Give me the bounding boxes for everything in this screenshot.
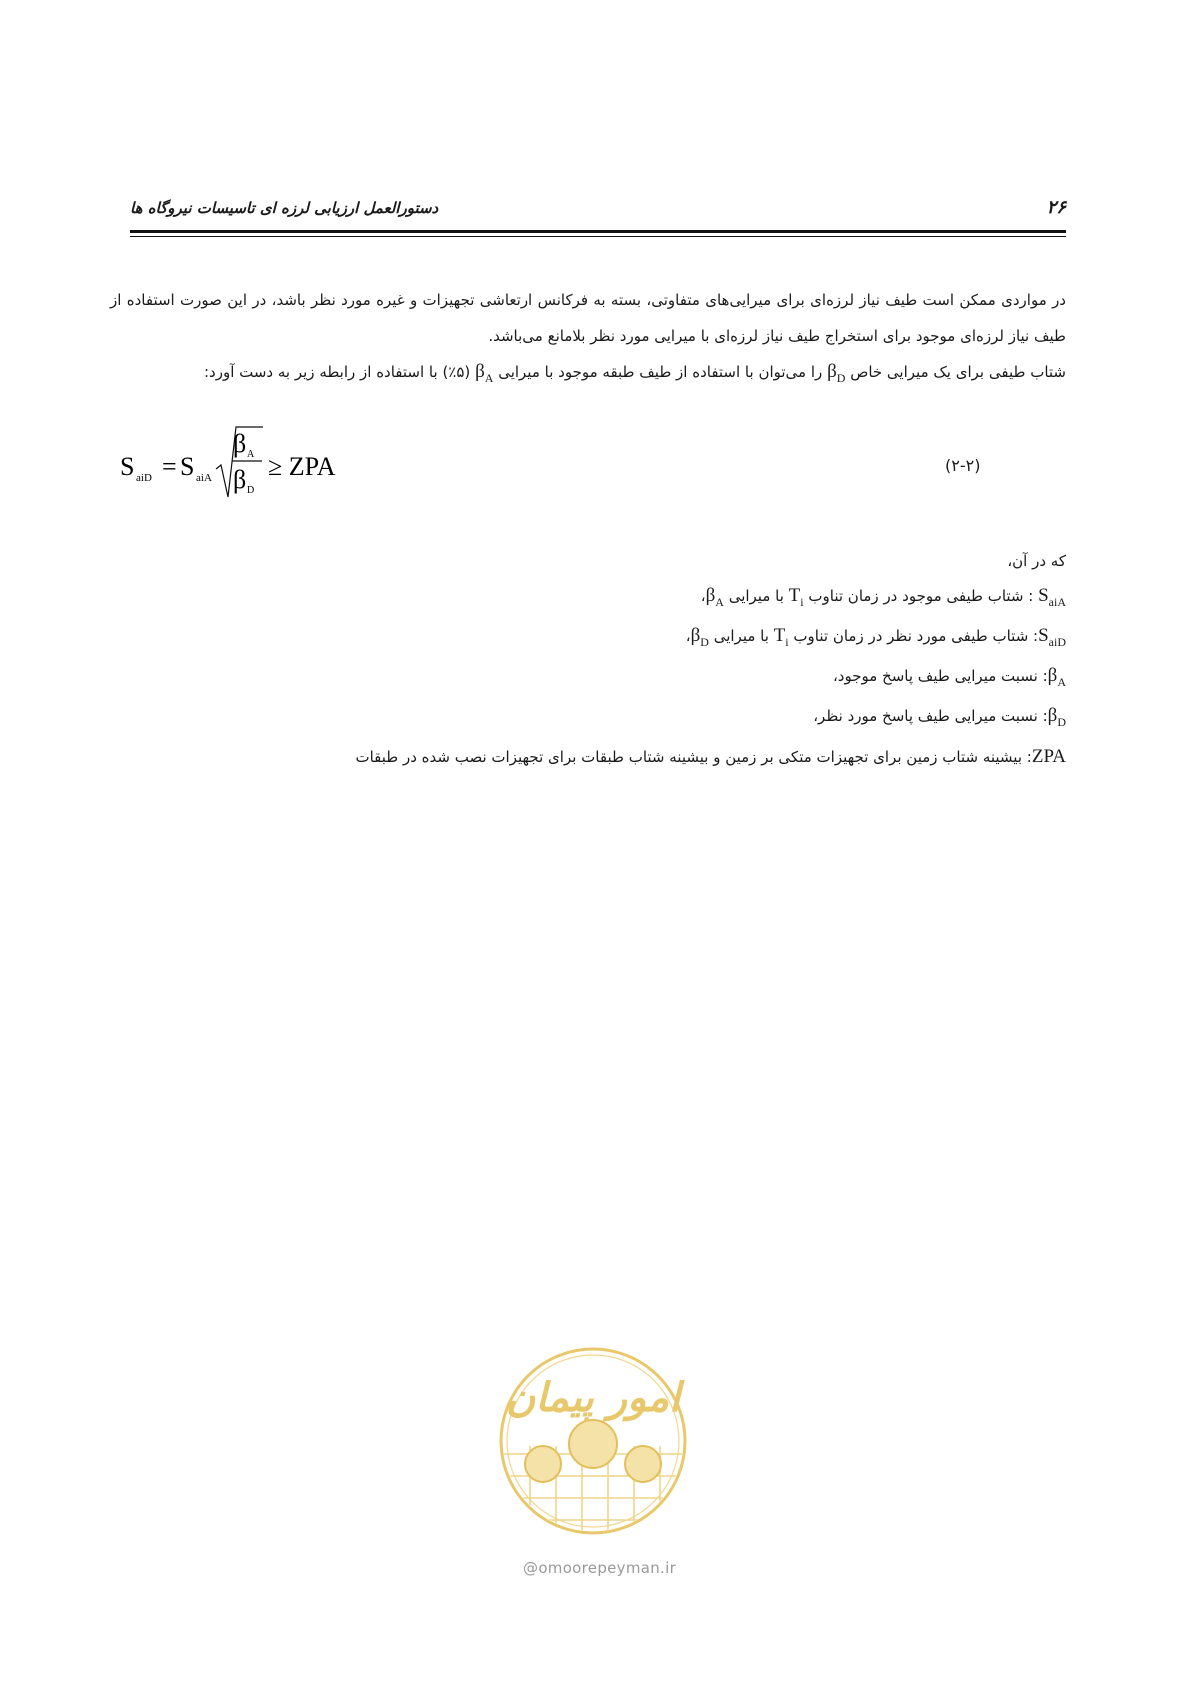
definitions xyxy=(110,544,1066,774)
running-title: دستورالعمل ارزیابی لرزه ای تاسیسات نیروگاه ها xyxy=(130,199,439,217)
beta-a-symbol: $\beta_A$ xyxy=(475,361,494,385)
paragraph-1: در مواردی ممکن است طیف نیاز لرزه‌ای برای میرایی‌های متفاوتی، بسته به فرکانس ارتعاشی تجهیزات و غیره مورد نظر باشد، در این صورت استفاده از طیف نیاز لرزه‌ای موجود برای استخراج طیف نیاز لرزه‌ای با میرایی مورد نظر بلامانع می‌باشد. xyxy=(110,291,1066,345)
frac-den-sub: D xyxy=(247,485,255,496)
definition-beta-a: $\beta_A$: نسبت میرایی طیف پاسخ موجود، xyxy=(832,665,1066,689)
page-number: ۲۶ xyxy=(1046,197,1066,218)
frac-num-sub: A xyxy=(247,449,255,460)
eq-lhs-subscript: aiD xyxy=(136,472,152,484)
eq-rhs-symbol: S xyxy=(180,452,195,481)
logo-text: امور پیمان xyxy=(505,1375,681,1421)
eq-tail: ≥ ZPA xyxy=(268,452,336,481)
equation xyxy=(120,425,410,505)
eq-equals: = xyxy=(162,452,177,481)
eq-lhs-symbol: S xyxy=(120,452,135,481)
definition-beta-d: $\beta_D$: نسبت میرایی طیف پاسخ مورد نظر، xyxy=(813,705,1066,730)
frac-num-beta: β xyxy=(233,429,247,458)
frac-den-beta: β xyxy=(233,465,247,494)
equation-number: (۲-۲) xyxy=(945,456,981,475)
definition-said: $S_{aiD}$: شتاب طیفی مورد نظر در زمان تناوب $T_i$ با میرایی $\beta_D،$ xyxy=(685,624,1066,649)
definition-saia: $S_{aiA}$ : شتاب طیفی موجود در زمان تناوب $T_i$ با میرایی $\beta_A،$ xyxy=(700,584,1066,609)
eq-rhs-subscript: aiA xyxy=(196,472,212,484)
watermark-logo xyxy=(488,1336,698,1546)
page-header xyxy=(130,195,1066,225)
header-rule-thick xyxy=(130,230,1066,233)
watermark-url: @omoorepeyman.ir xyxy=(523,1559,677,1577)
definitions-intro: که در آن، xyxy=(1007,552,1066,570)
body-text xyxy=(110,282,1066,396)
paragraph-2: شتاب طیفی برای یک میرایی خاص $\beta_D$ را می‌توان با استفاده از طیف طبقه موجود با میرایی $\beta_A$ (۵٪) با استفاده از رابطه زیر به دست آورد: xyxy=(203,361,1066,385)
at-icon: @ xyxy=(523,1559,539,1577)
header-rule-thin xyxy=(130,236,1066,237)
definition-zpa: ZPA: بیشینه شتاب زمین برای تجهیزات متکی بر زمین و بیشینه شتاب طبقات برای تجهیزات نصب شده در طبقات xyxy=(355,745,1066,767)
beta-d-symbol: $\beta_D$ xyxy=(827,361,846,385)
